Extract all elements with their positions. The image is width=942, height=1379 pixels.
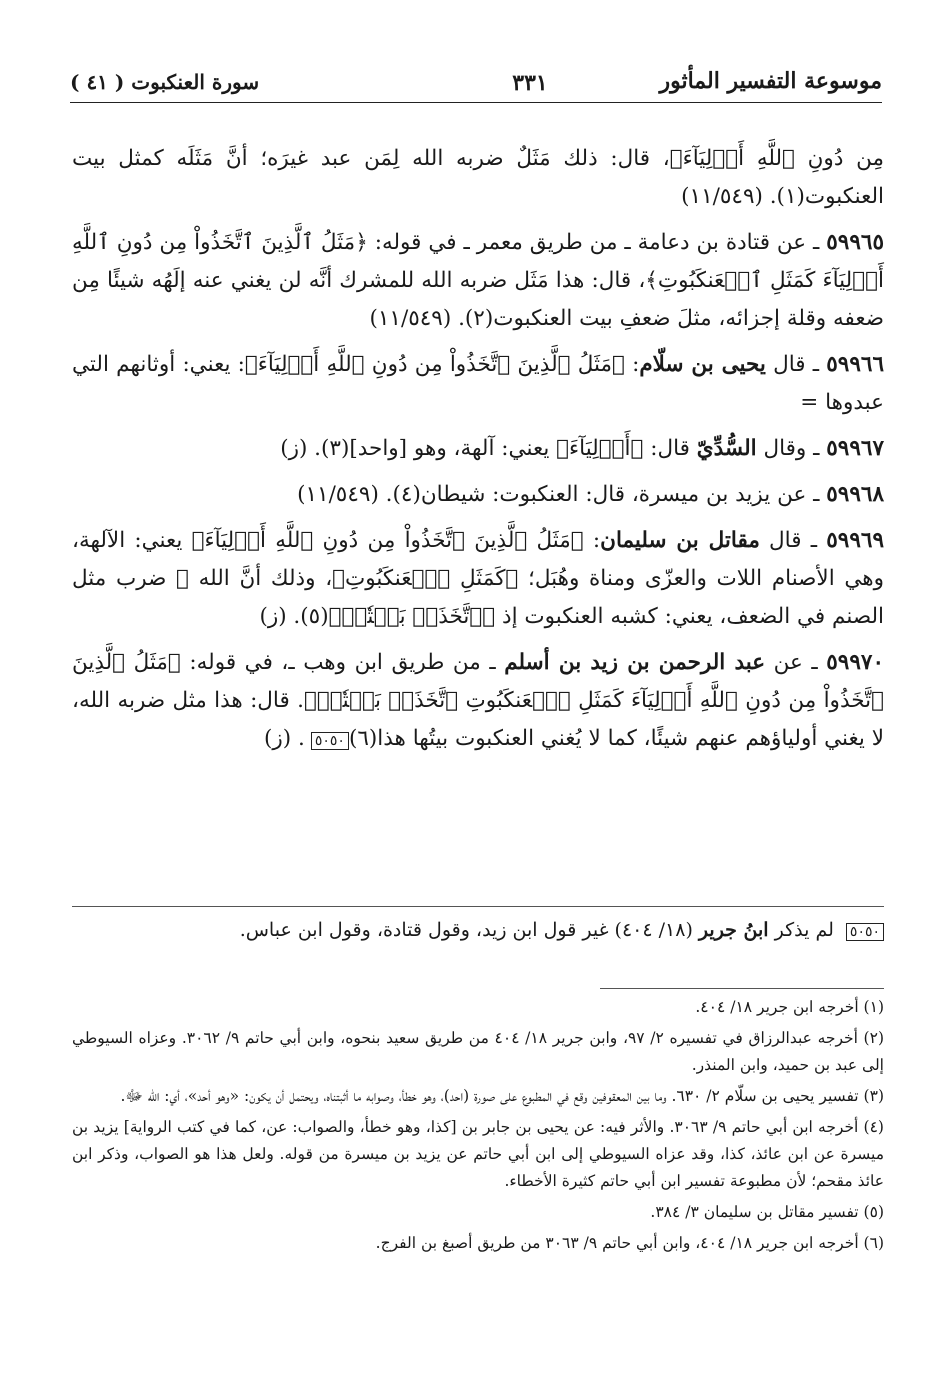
- entry-number: ٥٩٩٦٥: [826, 230, 884, 255]
- header-rule: [70, 102, 882, 103]
- entry-59968: [72, 476, 884, 514]
- surah-label: سورة العنكبوت ( ٤١ ): [70, 70, 260, 94]
- narrator-name: عبد الرحمن بن زيد بن أسلم: [504, 650, 766, 675]
- entry-text: ـ عن يزيد بن ميسرة، قال: العنكبوت: شيطان(٤). (١١/٥٤٩): [297, 482, 827, 507]
- entry-59966: [72, 346, 884, 422]
- entry-text: : ﴿مَثَلُ ٱلَّذِينَ ٱتَّخَذُواْ مِن دُونِ ٱللَّهِ أَوۡلِيَآءَ﴾ يعني: الآلهة، وهي الأصنام اللات والعزّى ومناة وهُبَل؛ ﴿كَمَثَلِ ٱلۡعَنكَبُوتِ﴾، وذلك أنَّ الله ﷻ ضرب مثل الصنم في الضعف، يعني: كشبه العنكبوت إذ ﴿ٱتَّخَذَتۡ بَيۡتٗاۖ﴾(٥). (ز): [72, 528, 884, 629]
- note-separator: [72, 906, 884, 907]
- narrator-name: مقاتل بن سليمان: [600, 528, 760, 553]
- entry-prefix: ـ وقال: [756, 436, 827, 461]
- footnote: (٥) تفسير مقاتل بن سليمان ٣/ ٣٨٤.: [650, 1203, 884, 1221]
- page-number: ٣٣١: [512, 70, 548, 96]
- main-text: [72, 140, 884, 766]
- entry-number: ٥٩٩٦٦: [826, 352, 884, 377]
- editor-note: [72, 912, 884, 948]
- entry-prefix: ـ قال: [759, 528, 827, 553]
- entry-text: ـ عن قتادة بن دعامة ـ من طريق معمر ـ في قوله: ﴿مَثَلُ ٱلَّذِينَ ٱتَّخَذُواْ مِن دُونِ ٱللَّهِ أَوۡلِيَآءَ كَمَثَلِ ٱلۡعَنكَبُوتِ﴾، قال: هذا مَثَل ضربه الله للمشرك أنَّه لن يغني عنه إلَهُه شيئًا مِن ضعفه وقلة إجزائه، مثلَ ضعفِ بيت العنكبوت(٢). (١١/٥٤٩): [72, 230, 884, 331]
- book-title: موسوعة التفسير المأثور: [659, 68, 882, 94]
- reference-box: ٥٠٥٠: [311, 732, 349, 750]
- footnote-separator: [600, 988, 884, 989]
- entry-59965: [72, 224, 884, 338]
- entry-continuation: [72, 140, 884, 216]
- note-text: (١٨/ ٤٠٤) غير قول ابن زيد، وقول قتادة، وقول ابن عباس.: [239, 919, 699, 941]
- entry-text: مِن دُونِ ٱللَّهِ أَوۡلِيَآءَ﴾، قال: ذلك مَثَلٌ ضربه الله لِمَن عبد غيرَه؛ أنَّ مَثَلَه كمثل بيت العنكبوت(١). (١١/٥٤٩): [72, 146, 884, 209]
- entry-prefix: ـ قال: [765, 352, 827, 377]
- page-header: [70, 66, 882, 106]
- footnotes: [72, 994, 884, 1261]
- footnote: (٢) أخرجه عبدالرزاق في تفسيره ٢/ ٩٧، وابن جرير ١٨/ ٤٠٤ من طريق سعيد بنحوه، وابن أبي حاتم ٩/ ٣٠٦٢. وعزاه السيوطي إلى عبد بن حميد، وابن المنذر.: [72, 1029, 884, 1074]
- entry-tail: . (ز): [264, 726, 305, 751]
- entry-59967: [72, 430, 884, 468]
- entry-number: ٥٩٩٦٩: [826, 528, 884, 553]
- footnote: (٦) أخرجه ابن جرير ١٨/ ٤٠٤، وابن أبي حاتم ٩/ ٣٠٦٣ من طريق أصبغ بن الفرج.: [375, 1234, 884, 1252]
- note-prefix: لم يذكر: [768, 919, 840, 941]
- entry-number: ٥٩٩٦٧: [826, 436, 884, 461]
- entry-text: قال: ﴿أَوۡلِيَآءَ﴾ يعني: آلهة، وهو [واحد](٣). (ز): [280, 436, 697, 461]
- entry-text: : ﴿مَثَلُ ٱلَّذِينَ ٱتَّخَذُواْ مِن دُونِ ٱللَّهِ أَوۡلِيَآءَ﴾: يعني: أوثانهم التي عبدوها =: [72, 352, 884, 415]
- entry-prefix: ـ عن: [765, 650, 827, 675]
- narrator-name: يحيى بن سلّام: [639, 352, 766, 377]
- note-reference-box: ٥٠٥٠: [846, 923, 884, 941]
- entry-number: ٥٩٩٧٠: [826, 650, 884, 675]
- note-name: ابنُ جرير: [698, 919, 769, 941]
- entry-59969: [72, 522, 884, 636]
- narrator-name: السُّدِّيّ: [696, 436, 757, 461]
- entry-59970: [72, 644, 884, 758]
- footnote: (٣) تفسير يحيى بن سلّام ٢/ ٦٣٠. وما بين المعقوفين وقع في المطبوع على صورة (احد)، وهو خطأ، وصوابه ما أثبتناه، ويحتمل أن يكون: «وهو أحد»، أي: الله ﷻ.: [120, 1087, 884, 1105]
- footnote: (٤) أخرجه ابن أبي حاتم ٩/ ٣٠٦٣. والأثر فيه: عن يحيى بن جابر بن [كذا، وهو خطأ، والصواب: عن، كما في كتب الرواية] يزيد بن ميسرة عن ابن عائذ، كذا، وقد عزاه السيوطي إلى ابن أبي حاتم عن يزيد بن ميسرة من قوله. ولعل هذا هو الصواب، وذكر ابن عائذ مقحم؛ لأن مطبوعة تفسير ابن أبي حاتم كثيرة الأخطاء.: [72, 1118, 884, 1190]
- entry-number: ٥٩٩٦٨: [826, 482, 884, 507]
- footnote: (١) أخرجه ابن جرير ١٨/ ٤٠٤.: [695, 998, 884, 1016]
- entry-text: ـ من طريق ابن وهب ـ، في قوله: ﴿مَثَلُ ٱلَّذِينَ ٱتَّخَذُواْ مِن دُونِ ٱللَّهِ أَوۡلِيَآءَ كَمَثَلِ ٱلۡعَنكَبُوتِ ٱتَّخَذَتۡ بَيۡتٗاۖ﴾. قال: هذا مثل ضربه الله، لا يغني أولياؤهم عنهم شيئًا، كما لا يُغني العنكبوت بيتُها هذا(٦): [72, 650, 884, 751]
